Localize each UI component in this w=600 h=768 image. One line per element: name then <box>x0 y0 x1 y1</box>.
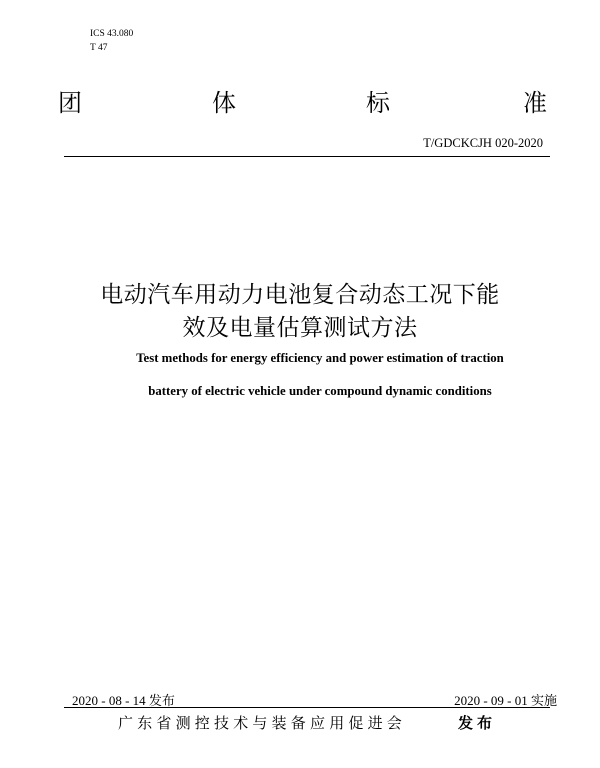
standard-type-char-2: 体 <box>212 89 236 117</box>
publish-label: 发布 <box>458 714 497 732</box>
ics-code: ICS 43.080 <box>90 29 134 39</box>
implement-date: 2020 - 09 - 01 实施 <box>454 693 557 708</box>
bottom-divider <box>64 707 550 708</box>
standard-number: T/GDCKCJH 020-2020 <box>423 136 543 150</box>
title-en-line-1: Test methods for energy efficiency and power estimation of traction <box>136 351 504 365</box>
standard-type-char-3: 标 <box>366 89 390 117</box>
standard-type-char-4: 准 <box>523 89 547 117</box>
top-divider <box>64 156 550 157</box>
publisher-name: 广东省测控技术与装备应用促进会 <box>118 714 407 732</box>
title-en-line-2: battery of electric vehicle under compound dynamic conditions <box>148 384 492 398</box>
title-cn-line-1: 电动汽车用动力电池复合动态工况下能 <box>100 282 500 308</box>
issue-date: 2020 - 08 - 14 发布 <box>72 693 175 708</box>
classification-code: T 47 <box>90 43 108 53</box>
title-cn-line-2: 效及电量估算测试方法 <box>182 315 418 341</box>
standard-type-char-1: 团 <box>58 89 82 117</box>
